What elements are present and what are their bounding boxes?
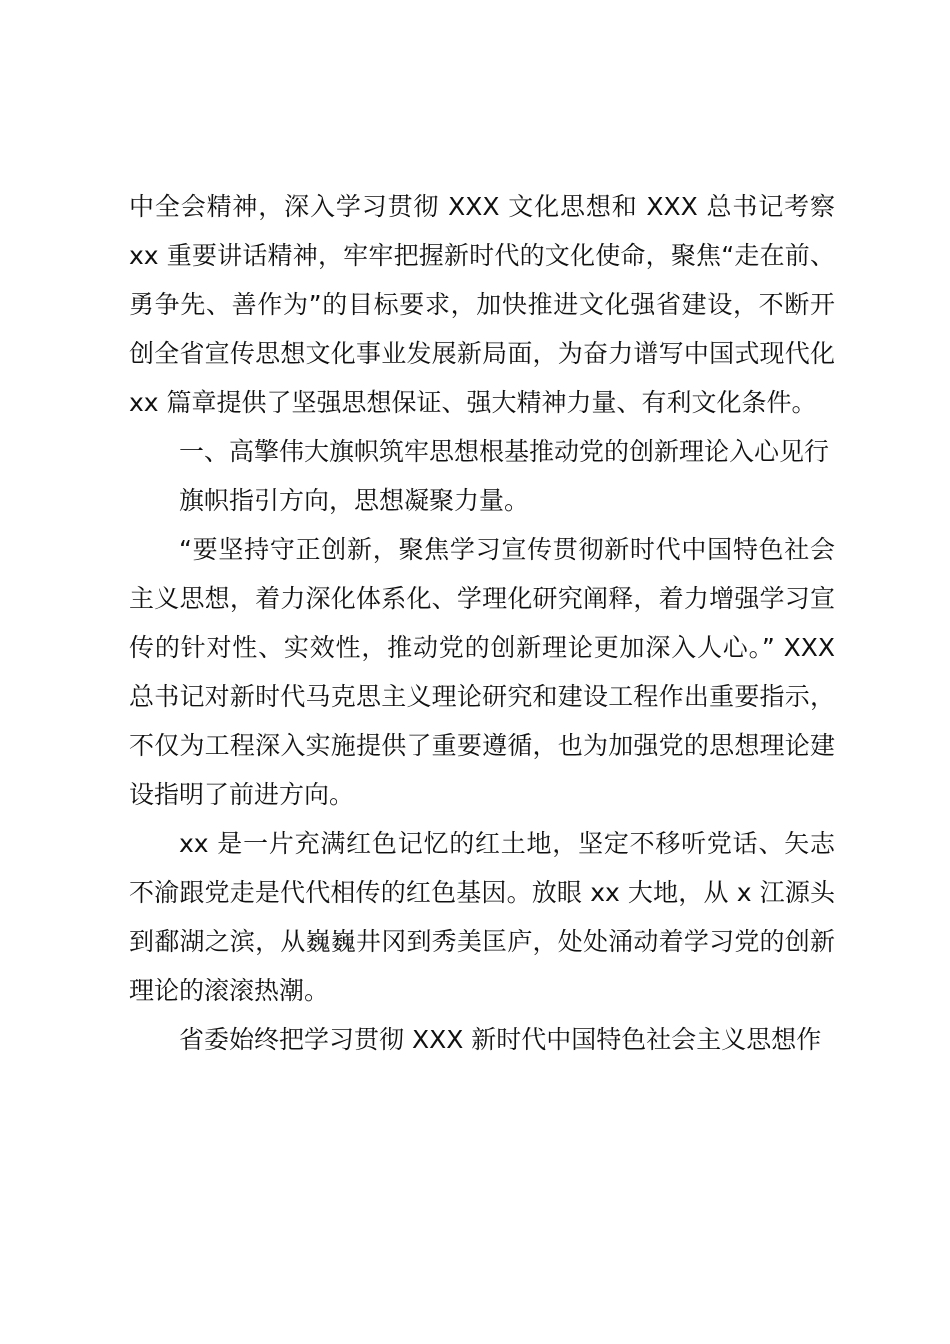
paragraph-provincial-committee: 省委始终把学习贯彻 XXX 新时代中国特色社会主义思想作 bbox=[179, 1025, 822, 1054]
document-body bbox=[129, 182, 835, 1064]
paragraph-quotation: “要坚持守正创新，聚焦学习宣传贯彻新时代中国特色社会主义思想，着力深化体系化、学理化研究阐释，着力增强学习宣传的针对性、实效性，推动党的创新理论更加深入人心。” XXX 总书记对新时代马克思主义理论研究和建设工程作出重要指示，不仅为工程深入实施提供了重要遵循，也为加强党的思想理论建设指明了前进方向。 bbox=[129, 535, 835, 809]
paragraph-opening-continuation: 中全会精神，深入学习贯彻 XXX 文化思想和 XXX 总书记考察 xx 重要讲话精神，牢牢把握新时代的文化使命，聚焦“走在前、勇争先、善作为”的目标要求，加快推进文化强省建设，不断开创全省宣传思想文化事业发展新局面，为奋力谱写中国式现代化 xx 篇章提供了坚强思想保证、强大精神力量、有利文化条件。 bbox=[129, 192, 835, 417]
paragraph-red-land: xx 是一片充满红色记忆的红土地，坚定不移听党话、矢志不渝跟党走是代代相传的红色基因。放眼 xx 大地，从 x 江源头到鄱湖之滨，从巍巍井冈到秀美匡庐，处处涌动着学习党的创新理论的滚滚热潮。 bbox=[129, 829, 835, 1005]
section-heading-one: 一、高擎伟大旗帜筑牢思想根基推动党的创新理论入心见行 bbox=[179, 437, 830, 466]
paragraph-lead-sentence: 旗帜指引方向，思想凝聚力量。 bbox=[179, 486, 530, 515]
